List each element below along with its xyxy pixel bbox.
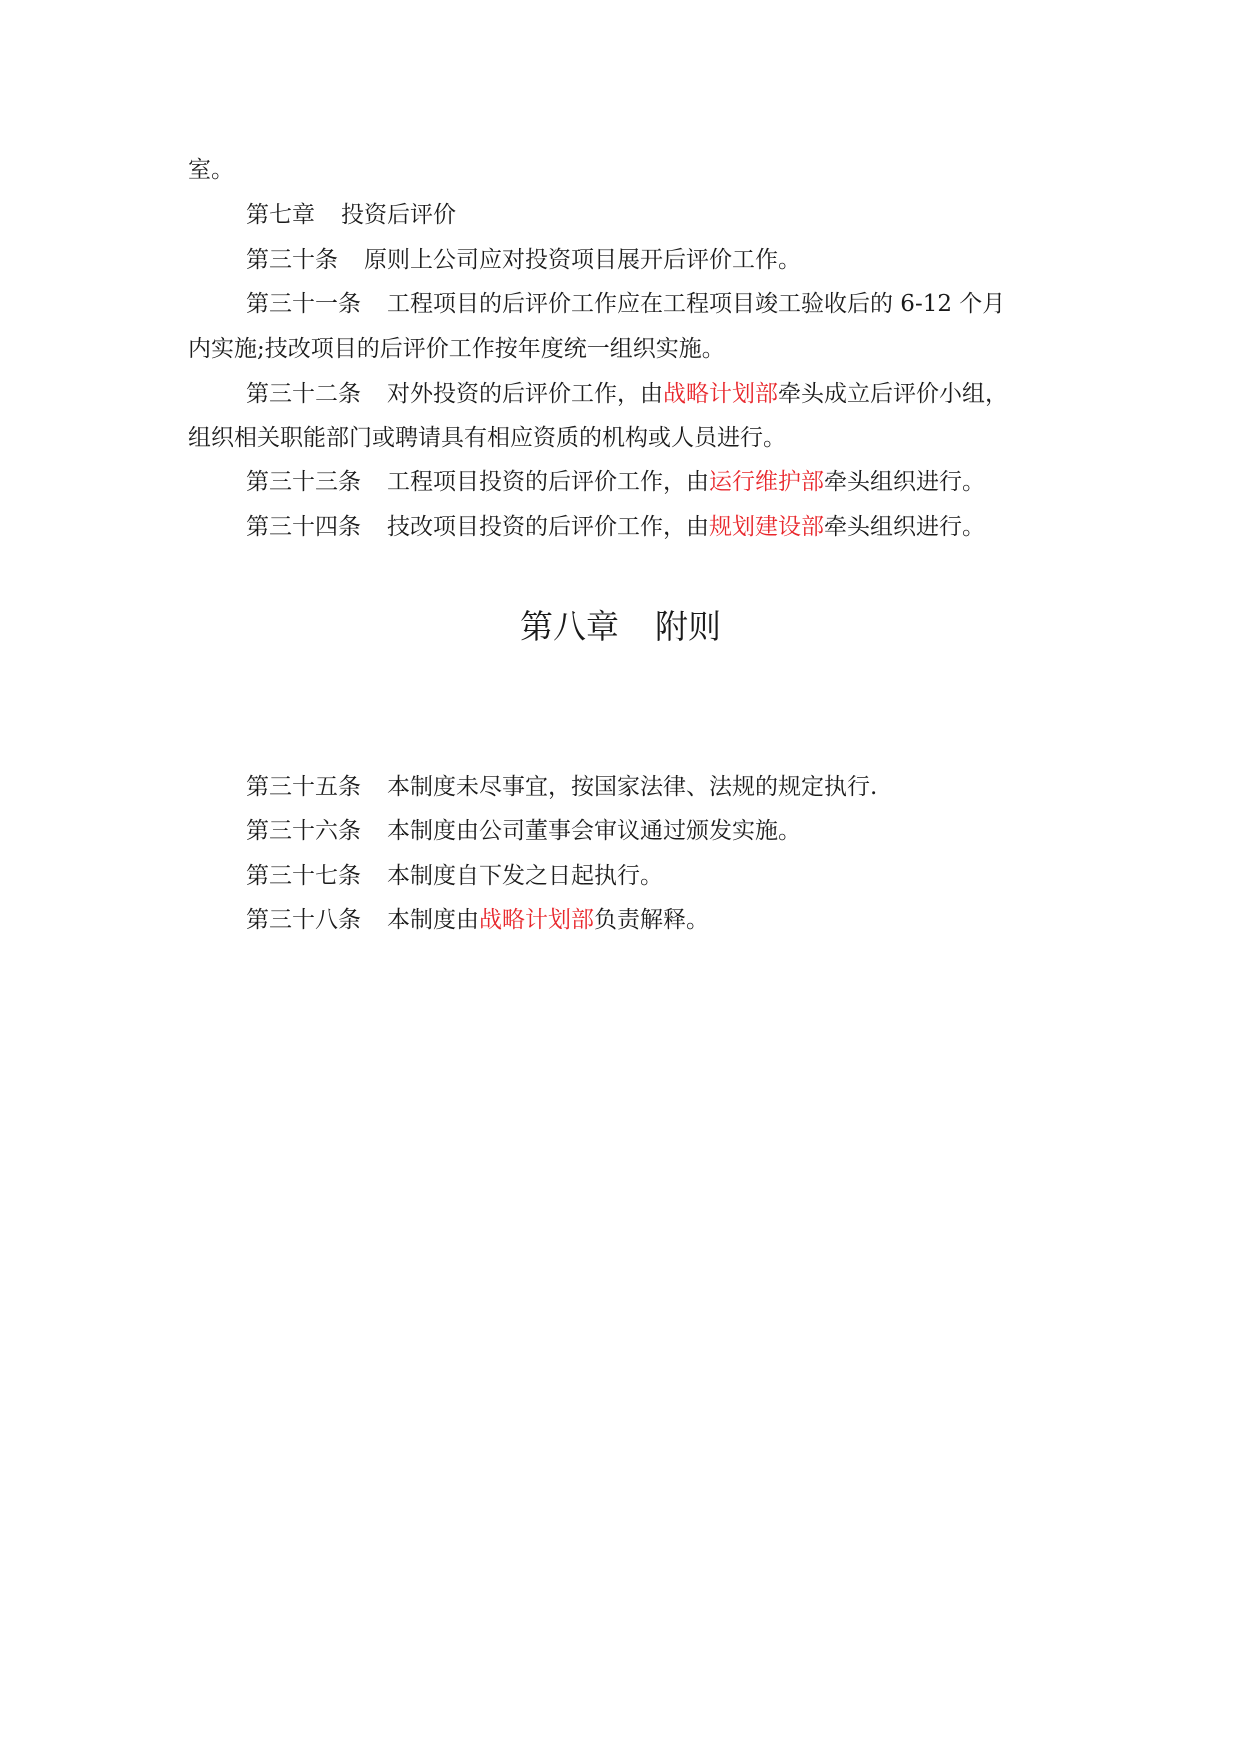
department-highlight: 规划建设部 <box>709 514 824 540</box>
article-text: 组织相关职能部门或聘请具有相应资质的机构或人员进行。 <box>188 425 786 451</box>
article-32 <box>246 379 1126 409</box>
article-text: 内实施;技改项目的后评价工作按年度统一组织实施。 <box>188 336 725 362</box>
chapter-number: 第八章 <box>520 607 619 646</box>
article-35 <box>246 772 1126 802</box>
article-text: 牵头成立后评价小组， <box>778 381 1008 407</box>
article-text: 本制度未尽事宜，按国家法律、法规的规定执行. <box>387 774 878 800</box>
department-highlight: 战略计划部 <box>479 907 594 933</box>
article-number: 第三十四条 <box>246 514 361 540</box>
chapter-title: 附则 <box>655 607 721 646</box>
article-34 <box>246 512 1126 542</box>
article-number: 第三十条 <box>246 247 338 273</box>
article-text: 本制度由公司董事会审议通过颁发实施。 <box>387 818 801 844</box>
chapter-number: 第七章 <box>246 202 315 228</box>
article-36 <box>246 816 1126 846</box>
department-highlight: 战略计划部 <box>663 381 778 407</box>
section-heading-chapter7 <box>246 200 1126 230</box>
article-37 <box>246 861 1126 891</box>
article-33 <box>246 467 1126 497</box>
chapter-8-heading <box>0 607 1241 647</box>
article-38 <box>246 905 1126 935</box>
article-number: 第三十六条 <box>246 818 361 844</box>
article-31-continuation <box>188 334 1068 364</box>
article-text: 对外投资的后评价工作，由 <box>387 381 663 407</box>
article-number: 第三十七条 <box>246 863 361 889</box>
article-text: 负责解释。 <box>594 907 709 933</box>
article-32-continuation <box>188 423 1068 453</box>
paragraph-continuation <box>188 155 1068 185</box>
article-text: 本制度由 <box>387 907 479 933</box>
article-31 <box>246 289 1126 319</box>
article-number: 第三十五条 <box>246 774 361 800</box>
article-text: 本制度自下发之日起执行。 <box>387 863 663 889</box>
article-text: 技改项目投资的后评价工作，由 <box>387 514 709 540</box>
article-number: 第三十一条 <box>246 291 361 317</box>
text: 室。 <box>188 157 234 183</box>
article-number: 第三十八条 <box>246 907 361 933</box>
chapter-title: 投资后评价 <box>341 202 456 228</box>
article-text: 牵头组织进行。 <box>824 469 985 495</box>
article-text: 工程项目的后评价工作应在工程项目竣工验收后的 6-12 个月 <box>387 291 1006 317</box>
article-number: 第三十三条 <box>246 469 361 495</box>
article-text: 工程项目投资的后评价工作，由 <box>387 469 709 495</box>
article-number: 第三十二条 <box>246 381 361 407</box>
article-text: 原则上公司应对投资项目展开后评价工作。 <box>364 247 801 273</box>
article-text: 牵头组织进行。 <box>824 514 985 540</box>
department-highlight: 运行维护部 <box>709 469 824 495</box>
article-30 <box>246 245 1126 275</box>
